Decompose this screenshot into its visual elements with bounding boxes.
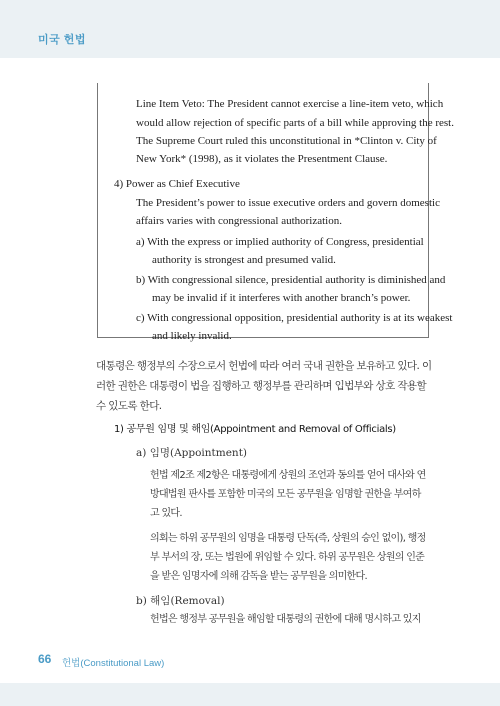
- box-line: b) With congressional silence, presidential authority is diminished and: [136, 274, 446, 286]
- box-line: c) With congressional opposition, presidential authority is at its weakest: [136, 312, 453, 324]
- page-number: 66: [38, 652, 52, 666]
- body-line: 의회는 하위 공무원의 임명을 대통령 단독(즉, 상원의 승인 없이), 행정: [150, 533, 426, 544]
- body-line: 방대법원 판사를 포함한 미국의 모든 공무원을 임명할 권한을 부여하: [150, 489, 421, 500]
- book-title: 헌법(Constitutional Law): [62, 658, 165, 669]
- box-line: The Supreme Court ruled this unconstitutional in *Clinton v. City of: [136, 135, 437, 147]
- subheading-appointment: a) 임명(Appointment): [136, 447, 248, 459]
- box-line: The President’s power to issue executive orders and govern domestic: [136, 197, 440, 209]
- box-item4-title: 4) Power as Chief Executive: [114, 178, 240, 190]
- section-heading: 1) 공무원 임명 및 해임(Appointment and Removal of Officials): [114, 424, 396, 435]
- box-line: New York* (1998), as it violates the Presentment Clause.: [136, 153, 388, 165]
- box-line: affairs varies with congressional authorization.: [136, 215, 342, 227]
- body-line: 고 있다.: [150, 508, 182, 519]
- box-line: would allow rejection of specific parts of a bill while approving the rest.: [136, 117, 454, 129]
- box-line: may be invalid if it interferes with another branch’s power.: [152, 292, 411, 304]
- body-line: 수 있도록 한다.: [96, 400, 162, 412]
- body-line: 헌법은 행정부 공무원을 해임할 대통령의 권한에 대해 명시하고 있지: [150, 614, 421, 625]
- section-title: 미국 헌법: [38, 34, 87, 46]
- body-line: 부 부서의 장, 또는 법원에 위임할 수 있다. 하위 공무원은 상원의 인준: [150, 552, 425, 563]
- body-line: 대통령은 행정부의 수장으로서 헌법에 따라 여러 국내 권한을 보유하고 있다. 이: [96, 360, 432, 372]
- body-line: 을 받은 임명자에 의해 감독을 받는 공무원을 의미한다.: [150, 571, 367, 582]
- body-line: 헌법 제2조 제2항은 대통령에게 상원의 조언과 동의를 얻어 대사와 연: [150, 470, 426, 481]
- box-line: a) With the express or implied authority of Congress, presidential: [136, 236, 424, 248]
- subheading-removal: b) 해임(Removal): [136, 595, 225, 607]
- box-line: authority is strongest and presumed valid.: [152, 254, 336, 266]
- body-line: 러한 권한은 대통령이 법을 집행하고 행정부를 관리하며 입법부와 상호 작용할: [96, 380, 427, 392]
- box-line: Line Item Veto: The President cannot exercise a line-item veto, which: [136, 98, 444, 110]
- footer-bar: [0, 683, 500, 706]
- box-line: and likely invalid.: [152, 330, 232, 342]
- header-bar: [0, 0, 500, 58]
